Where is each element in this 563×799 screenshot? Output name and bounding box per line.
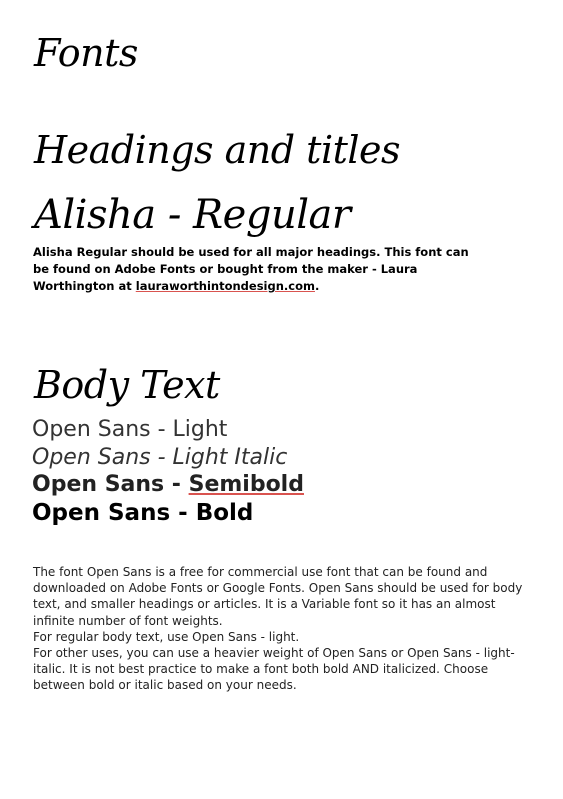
body-paragraph: For regular body text, use Open Sans - light. — [33, 629, 300, 644]
body-paragraph: The font Open Sans is a free for commercial use font that can be found and downloaded on Adobe Fonts or Google Fonts. Open Sans should be used for body text, and smaller headings or articles. It is a Variable font so it has an almost infinite number of font weights. — [33, 565, 523, 628]
body-text-heading: Body Text — [34, 363, 220, 407]
sample-open-sans-semibold — [32, 471, 304, 499]
page-title: Fonts — [34, 31, 138, 75]
laura-worthington-link[interactable]: lauraworthintondesign.com — [135, 279, 315, 293]
sample-open-sans-light-italic: Open Sans - Light Italic — [32, 445, 288, 470]
sample-open-sans-light: Open Sans - Light — [32, 417, 228, 442]
sample-open-sans-bold: Open Sans - Bold — [32, 500, 254, 526]
body-paragraph: For other uses, you can use a heavier weight of Open Sans or Open Sans - light-italic. It is not best practice to make a font both bold AND italicized. Choose between bold or italic based on your needs. — [33, 646, 515, 693]
body-text-description — [33, 564, 523, 694]
headings-section-heading: Headings and titles — [34, 128, 401, 172]
alisha-description-text: Alisha Regular should be used for all major headings. This font can be found on Adobe Fonts or bought from the maker - Laura Worthington at — [33, 245, 469, 293]
semibold-word: Semibold — [188, 472, 304, 497]
semibold-prefix: Open Sans - — [32, 472, 189, 497]
alisha-description-end: . — [314, 279, 320, 293]
alisha-font-name: Alisha - Regular — [34, 192, 351, 238]
alisha-description — [33, 244, 473, 295]
